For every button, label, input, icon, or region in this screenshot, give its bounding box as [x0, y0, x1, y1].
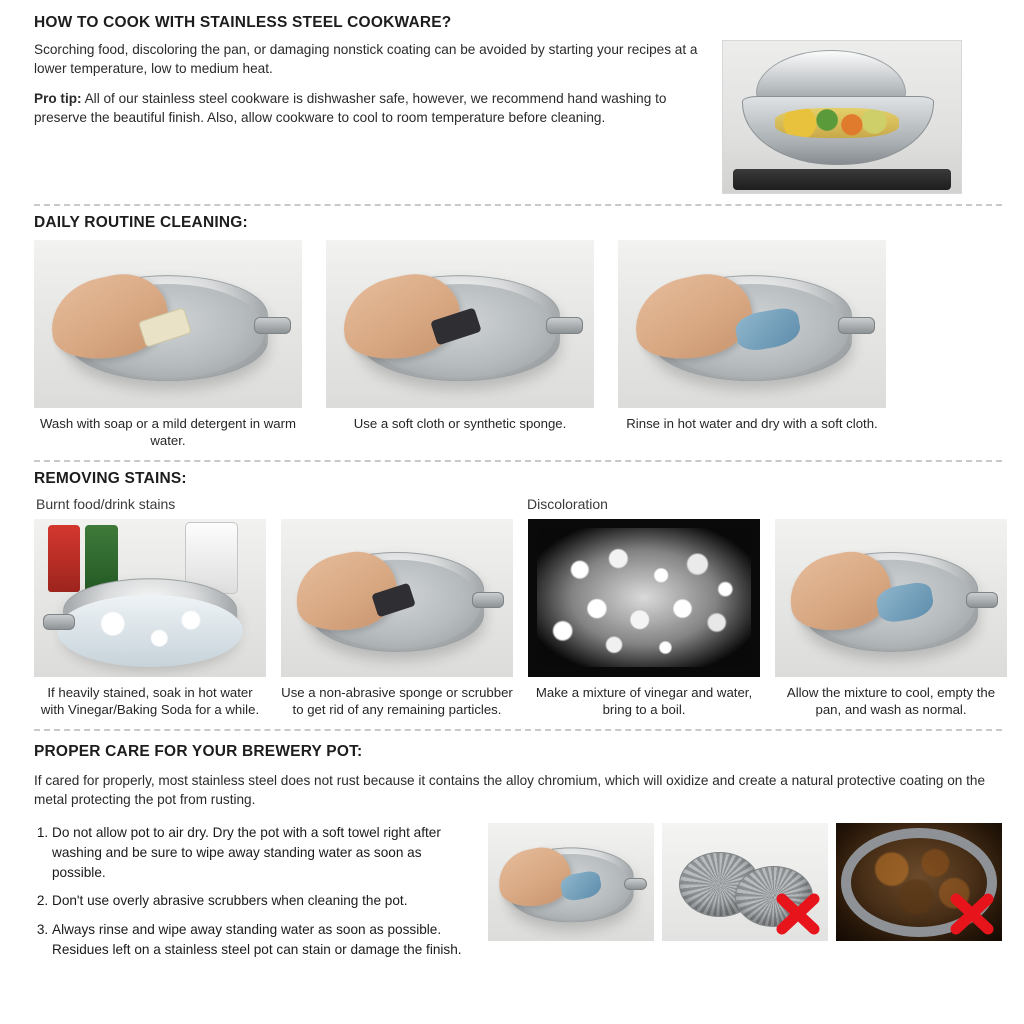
removing-stains-section — [34, 470, 1002, 719]
brewery-photo-2 — [662, 823, 828, 941]
divider-1 — [34, 204, 1002, 206]
stain-photo-2 — [281, 519, 513, 677]
daily-photo-3 — [618, 240, 886, 408]
daily-caption-3: Rinse in hot water and dry with a soft cloth. — [626, 416, 878, 431]
daily-item-1 — [34, 240, 302, 450]
brewery-step-3: 3. Always rinse and wipe away standing water as soon as possible. Residues left on a stainless steel pot can stain or damage the finish. — [52, 920, 470, 959]
intro-photo — [722, 40, 962, 194]
stain-caption-1: If heavily stained, soak in hot water with Vinegar/Baking Soda for a while. — [40, 684, 260, 718]
pro-tip-paragraph — [34, 89, 706, 128]
brewery-pot-section — [34, 743, 1002, 969]
divider-2 — [34, 460, 1002, 462]
brewery-step-1: 1. Do not allow pot to air dry. Dry the pot with a soft towel right after washing and be sure to wipe away standing water as soon as possible. — [52, 823, 470, 882]
brewery-photo-1 — [488, 823, 654, 941]
stain-caption-2: Use a non-abrasive sponge or scrubber to get rid of any remaining particles. — [281, 684, 513, 718]
stain-item-2 — [281, 519, 513, 719]
discoloration-label: Discoloration — [527, 495, 608, 512]
stain-caption-4: Allow the mixture to cool, empty the pan, and wash as normal. — [786, 684, 996, 718]
brewery-intro: If cared for properly, most stainless steel does not rust because it contains the alloy chromium, which will oxidize and create a natural protective coating on the metal protecting the pot from rusting. — [34, 772, 986, 807]
pro-tip-text: All of our stainless steel cookware is dishwasher safe, however, we recommend hand washing to preserve the beautiful finish. Also, allow cookware to cool to room temperature before cleaning. — [34, 90, 667, 125]
daily-photo-2 — [326, 240, 594, 408]
divider-3 — [34, 729, 1002, 731]
stain-photo-1 — [34, 519, 266, 677]
daily-routine-section — [34, 214, 1002, 450]
stain-caption-3: Make a mixture of vinegar and water, bring to a boil. — [535, 684, 753, 718]
pro-tip-label: Pro tip: — [34, 90, 82, 106]
brewery-step-2: 2. Don't use overly abrasive scrubbers when cleaning the pot. — [52, 891, 470, 911]
intro-paragraph: Scorching food, discoloring the pan, or damaging nonstick coating can be avoided by starting your recipes at a lower temperature, low to medium heat. — [34, 42, 698, 77]
brewery-steps-list — [34, 823, 470, 968]
brewery-title: PROPER CARE FOR YOUR BREWERY POT: — [34, 742, 363, 760]
stain-photo-3 — [528, 519, 760, 677]
stain-item-3 — [528, 519, 760, 719]
daily-item-2 — [326, 240, 594, 432]
daily-photo-1 — [34, 240, 302, 408]
removing-stains-title: REMOVING STAINS: — [34, 469, 187, 487]
intro-title: HOW TO COOK WITH STAINLESS STEEL COOKWARE? — [34, 14, 452, 31]
stain-item-4 — [775, 519, 1007, 719]
daily-caption-1: Wash with soap or a mild detergent in warm water. — [39, 416, 297, 449]
daily-item-3 — [618, 240, 886, 432]
intro-text-block — [34, 40, 706, 137]
stain-item-1 — [34, 519, 266, 719]
intro-section — [34, 14, 1002, 194]
daily-caption-2: Use a soft cloth or synthetic sponge. — [353, 416, 567, 431]
brewery-photo-row — [488, 823, 1002, 941]
daily-routine-title: DAILY ROUTINE CLEANING: — [34, 214, 248, 231]
stain-photo-4 — [775, 519, 1007, 677]
burnt-stains-label: Burnt food/drink stains — [36, 495, 176, 512]
brewery-photo-3 — [836, 823, 1002, 941]
